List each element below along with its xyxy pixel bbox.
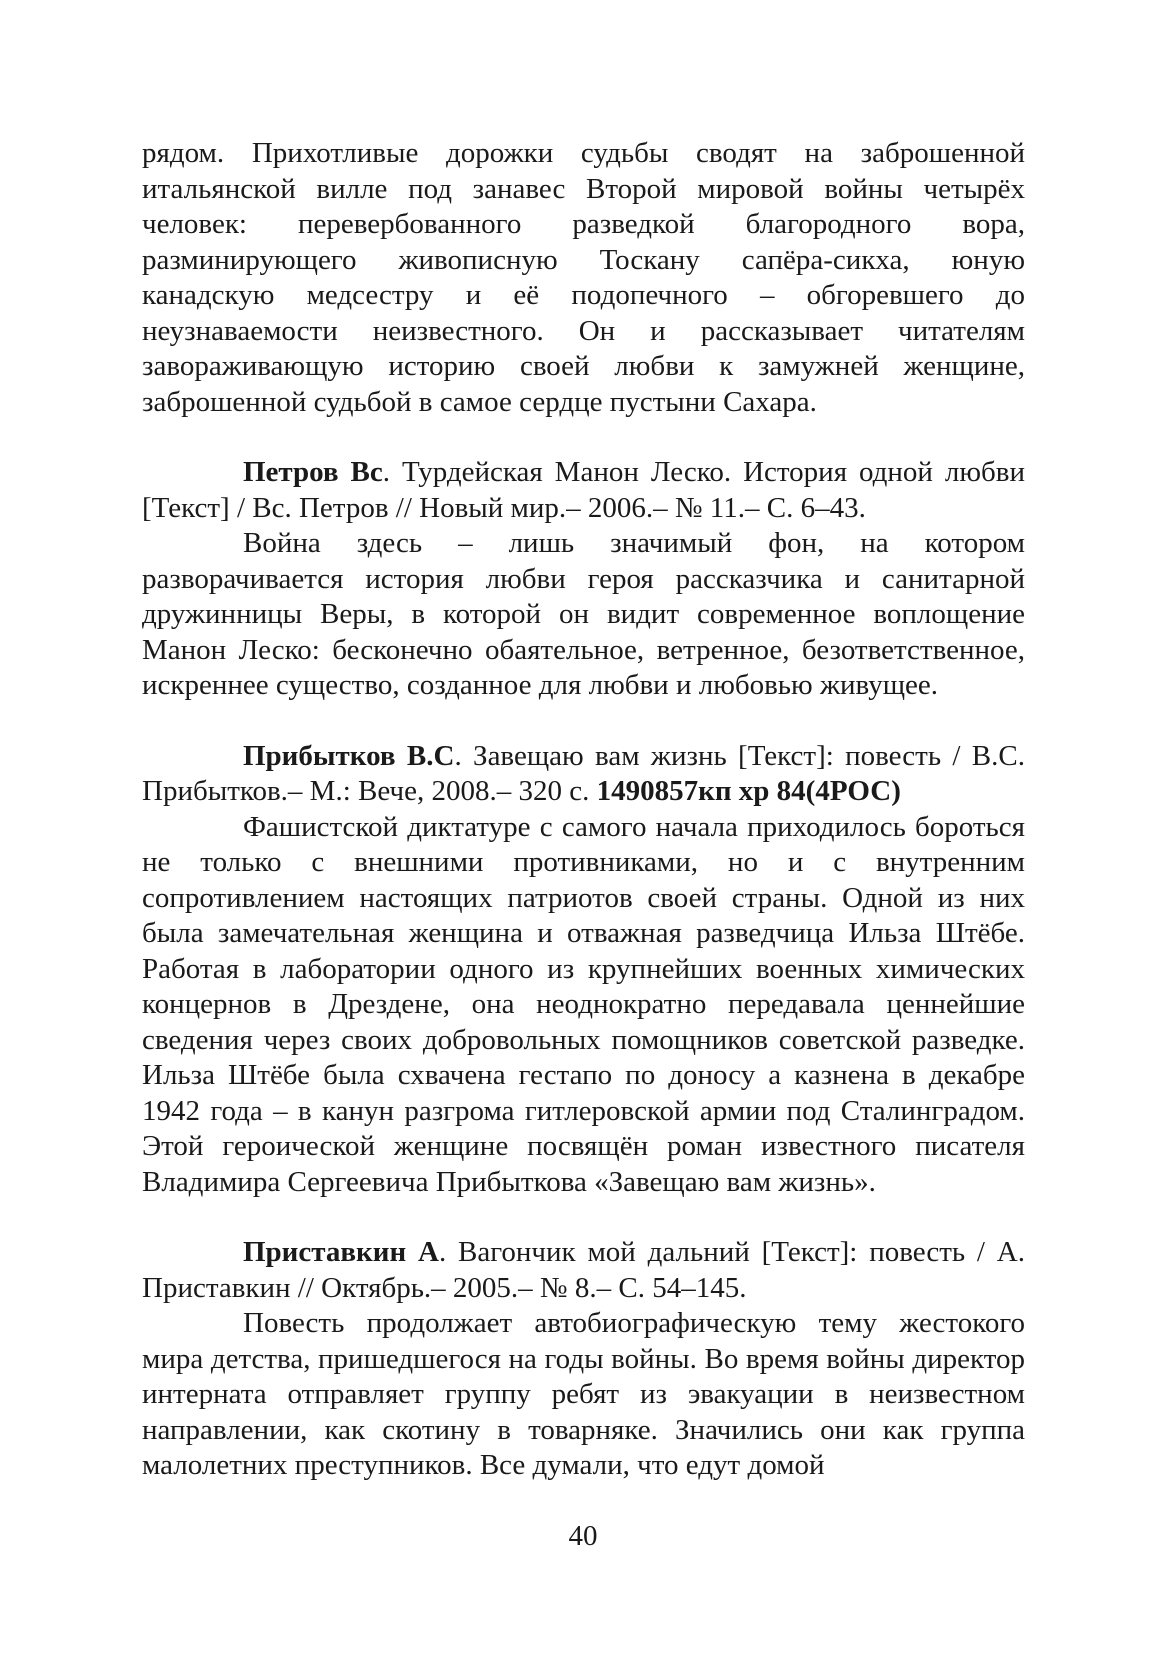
entry-author: Петров Вс bbox=[243, 456, 383, 488]
citation bbox=[142, 455, 1025, 526]
entry-annotation: Фашистской диктатуре с самого начала приходилось бороться не только с внешними противниками, но и с внутренним сопротивлением настоящих патриотов своей страны. Одной из них была замечательная женщина и отважная разведчица Ильза Штёбе. Работая в лаборатории одного из крупнейших военных химических концернов в Дрездене, она неоднократно передавала ценнейшие сведения через своих добровольных помощников советской разведке. Ильза Штёбе была схвачена гестапо по доносу а казнена в декабре 1942 года – в канун разгрома гитлеровской армии под Сталинградом. Этой героической женщине посвящён роман известного писателя Владимира Сергеевича Прибыткова «Завещаю вам жизнь». bbox=[142, 810, 1025, 1198]
page-body bbox=[142, 136, 1025, 1484]
entry-citation: . Вагончик мой дальний [Текст]: повесть / А. Приставкин // Октябрь.– 2005.– № 8.– С. 54–145. bbox=[142, 1236, 1026, 1304]
entry-author: Прибытков В.С bbox=[243, 739, 455, 772]
entry-shelfmark: 1490857кп хр 84(4РОС) bbox=[596, 775, 901, 807]
bibliography-entry-pristavkin bbox=[142, 1235, 1025, 1484]
entry-author: Приставкин А bbox=[243, 1236, 439, 1268]
page-number: 40 bbox=[568, 1520, 598, 1552]
entry-citation: . Завещаю вам жизнь [Текст]: повесть / В.С. Прибытков.– М.: Вече, 2008.– 320 с. bbox=[142, 739, 1025, 807]
citation bbox=[142, 1235, 1025, 1306]
entry-annotation: Повесть продолжает автобиографическую тему жестокого мира детства, пришедшегося на годы войны. Во время войны директор интерната отправляет группу ребят из эвакуации в неизвестном направлении, как скотину в товарняке. Значились они как группа малолетних преступников. Все думали, что едут домой bbox=[142, 1307, 1025, 1481]
citation bbox=[142, 739, 1025, 810]
entry-annotation: Война здесь – лишь значимый фон, на котором разворачивается история любви героя рассказчика и санитарной дружинницы Веры, в которой он видит современное воплощение Манон Леско: бесконечно обаятельное, ветренное, безответственное, искреннее существо, созданное для любви и любовью живущее. bbox=[142, 527, 1025, 701]
entry-citation: . Турдейская Манон Леско. История одной любви [Текст] / Вс. Петров // Новый мир.– 2006.– № 11.– С. 6–43. bbox=[142, 456, 1025, 524]
intro-paragraph: рядом. Прихотливые дорожки судьбы сводят на заброшенной итальянской вилле под занавес Второй мировой войны четырёх человек: перевербованного разведкой благородного вора, разминирующего живописную Тоскану сапёра-сикха, юную канадскую медсестру и её подопечного – обгоревшего до неузнаваемости неизвестного. Он и рассказывает читателям завораживающую историю своей любви к замужней женщине, заброшенной судьбой в самое сердце пустыни Сахара. bbox=[142, 137, 1025, 418]
bibliography-entry-pribytkov bbox=[142, 739, 1025, 1201]
bibliography-entry-petrov bbox=[142, 455, 1025, 704]
